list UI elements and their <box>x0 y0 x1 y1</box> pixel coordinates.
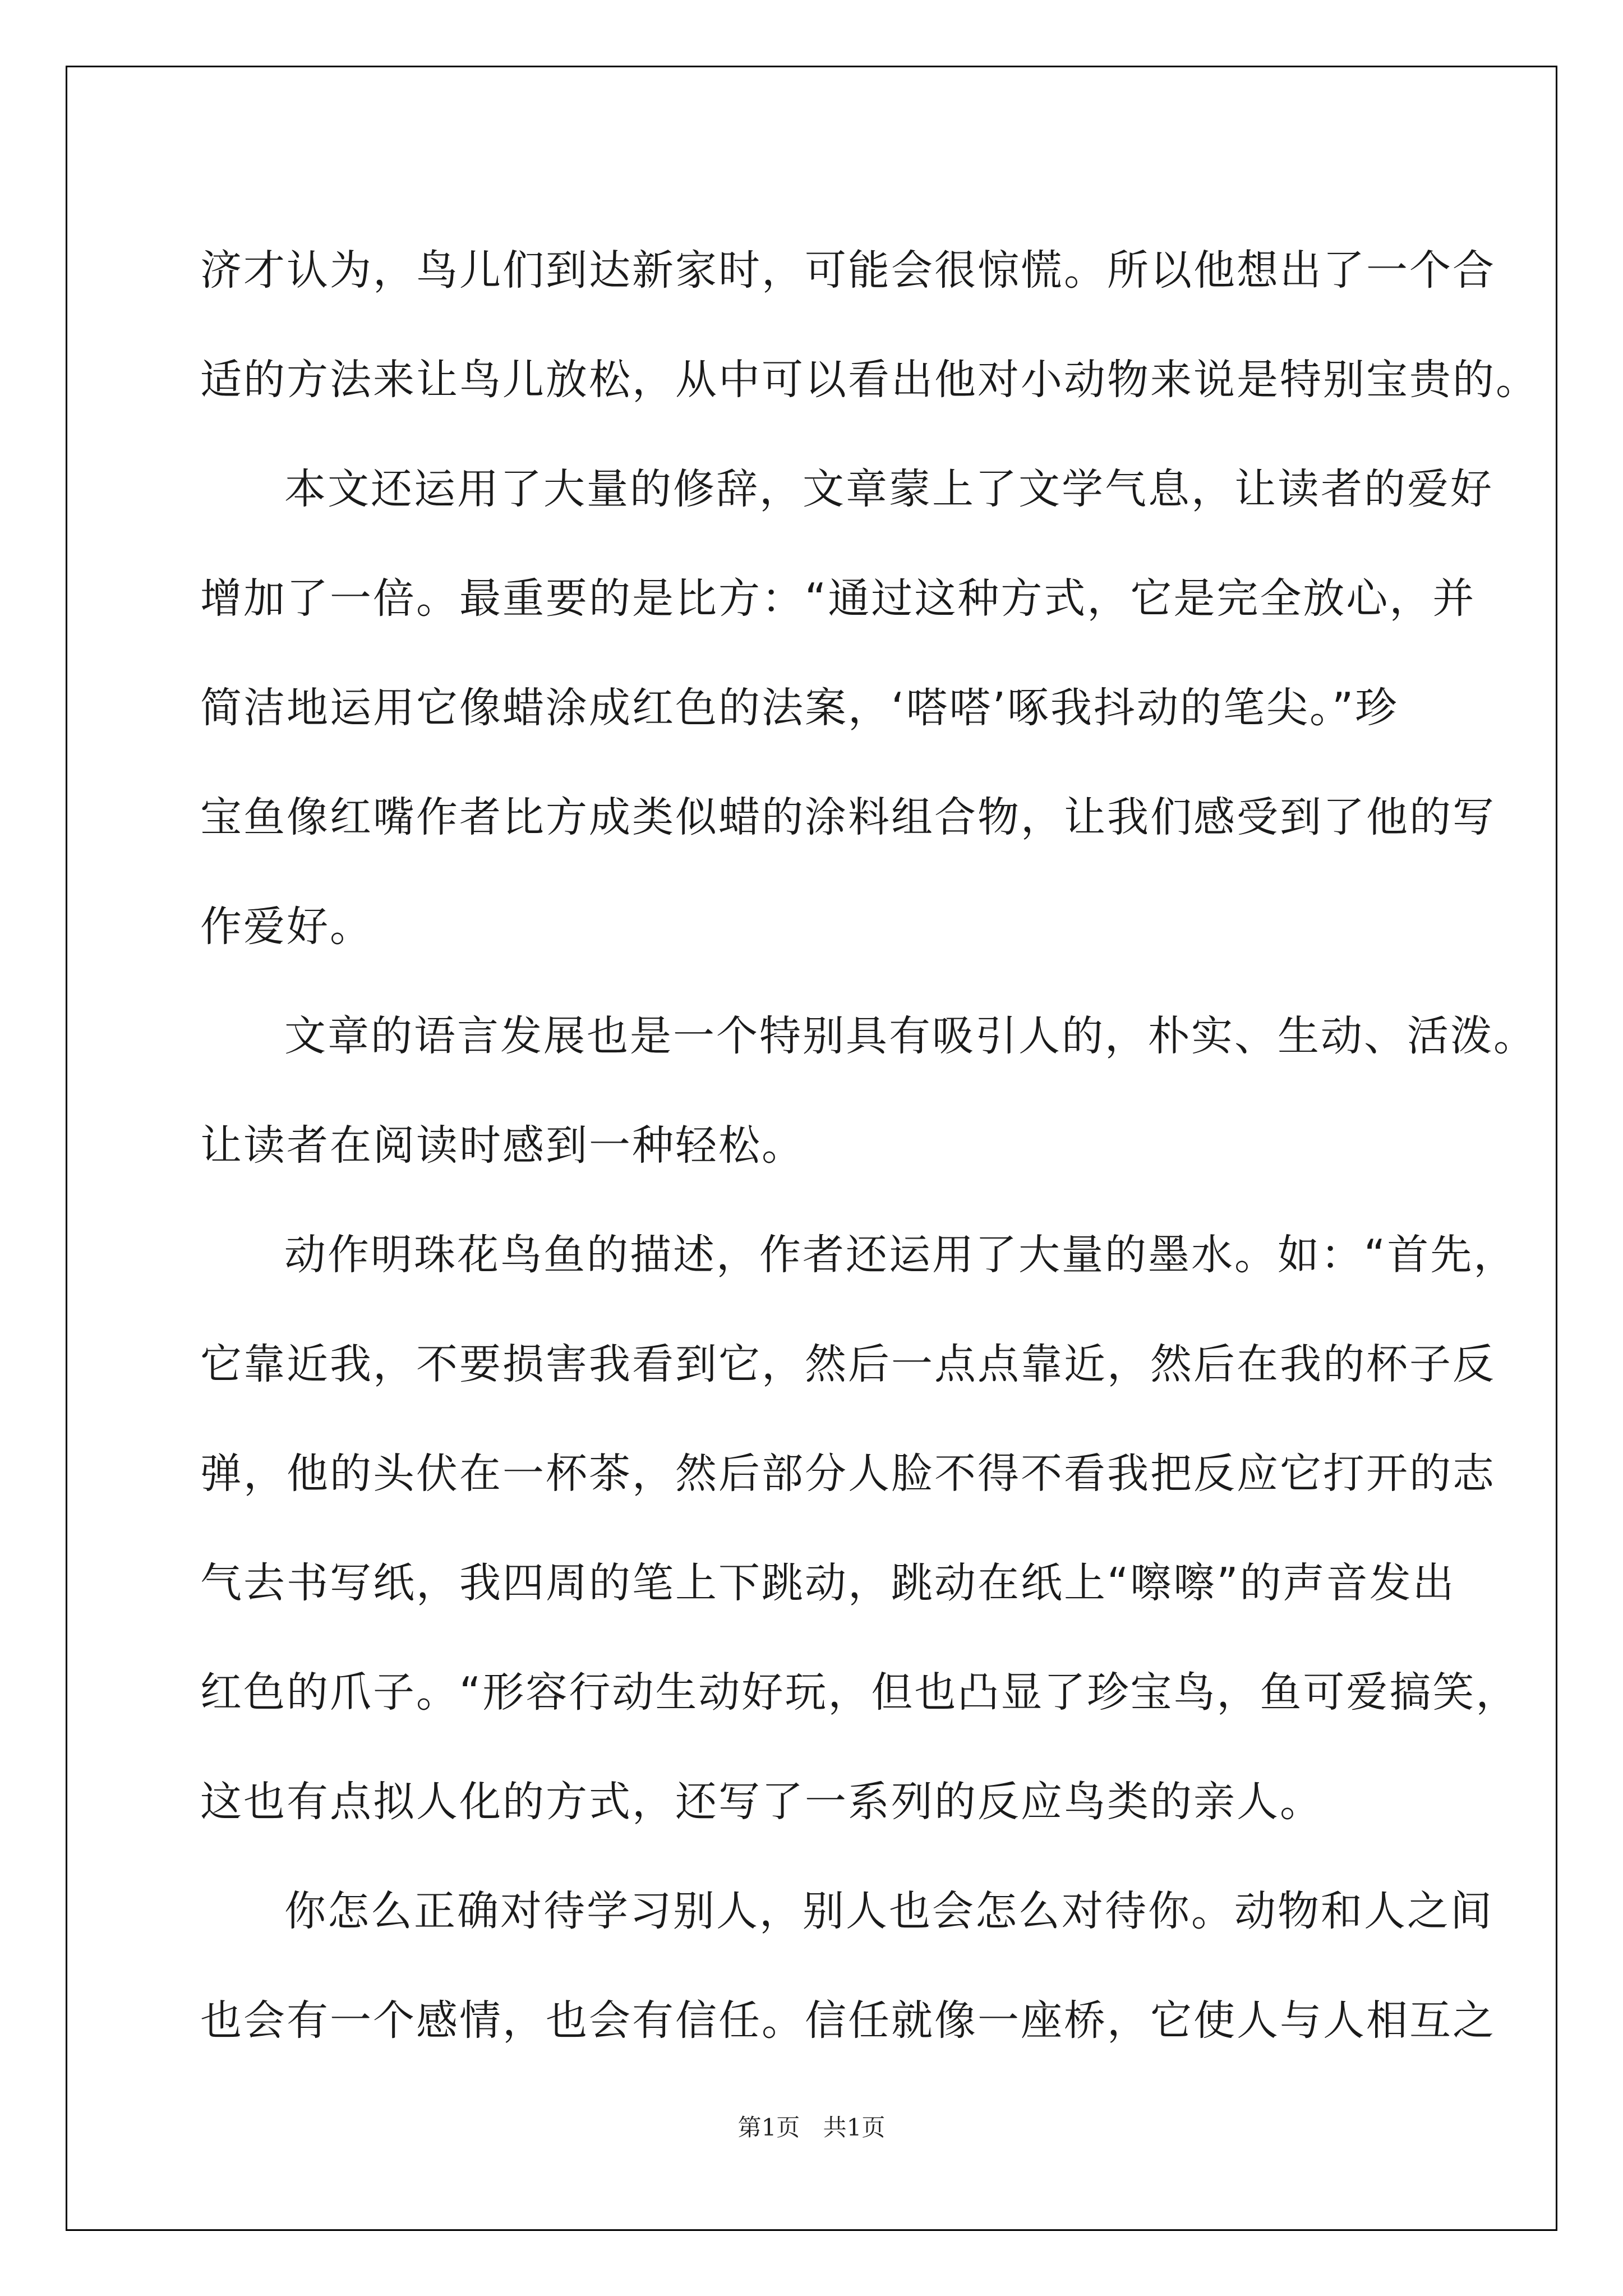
text-line: 适的方法来让鸟儿放松，从中可以看出他对小动物来说是特别宝贵的。 <box>200 356 1539 404</box>
document-body <box>200 216 1539 2076</box>
text-line: 这也有点拟人化的方式，还写了一系列的反应鸟类的亲人。 <box>200 1778 1323 1826</box>
text-line: 红色的爪子。“形容行动生动好玩，但也凸显了珍宝鸟，鱼可爱搞笑， <box>200 1668 1519 1717</box>
text-line: 你怎么正确对待学习别人，别人也会怎么对待你。动物和人之间 <box>284 1887 1493 1935</box>
text-line: 济才认为，鸟儿们到达新家时，可能会很惊慌。所以他想出了一个合 <box>200 246 1496 295</box>
text-line: 文章的语言发展也是一个特别具有吸引人的，朴实、生动、活泼。 <box>284 1012 1537 1060</box>
text-line: 也会有一个感情，也会有信任。信任就像一座桥，它使人与人相互之 <box>200 1996 1496 2045</box>
text-line: 简洁地运用它像蜡涂成红色的法案，‘嗒嗒’啄我抖动的笔尖。”珍 <box>200 684 1399 732</box>
text-line: 弹，他的头伏在一杯茶，然后部分人脸不得不看我把反应它打开的志 <box>200 1450 1496 1498</box>
text-line: 宝鱼像红嘴作者比方成类似蜡的涂料组合物，让我们感受到了他的写 <box>200 793 1496 841</box>
page-number: 第1页 <box>737 2114 800 2141</box>
text-line: 让读者在阅读时感到一种轻松。 <box>200 1121 805 1170</box>
page-total: 共1页 <box>823 2114 886 2141</box>
text-line: 作爱好。 <box>200 903 373 951</box>
text-line: 本文还运用了大量的修辞，文章蒙上了文学气息，让读者的爱好 <box>284 465 1493 513</box>
text-line: 动作明珠花鸟鱼的描述，作者还运用了大量的墨水。如：“首先， <box>284 1231 1517 1279</box>
page-footer <box>0 2109 1623 2143</box>
text-line: 它靠近我，不要损害我看到它，然后一点点靠近，然后在我的杯子反 <box>200 1340 1496 1388</box>
text-line: 增加了一倍。最重要的是比方：“通过这种方式，它是完全放心，并 <box>200 574 1476 623</box>
text-line: 气去书写纸，我四周的笔上下跳动，跳动在纸上“嚓嚓”的声音发出 <box>200 1559 1456 1607</box>
